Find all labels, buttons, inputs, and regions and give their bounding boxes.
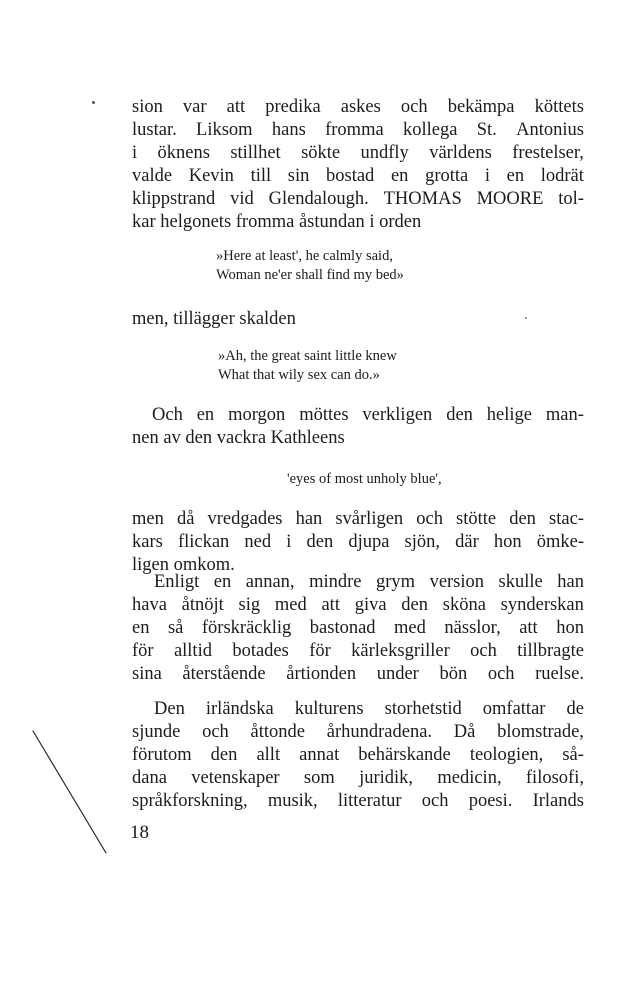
verse-1	[216, 247, 404, 285]
text-line: sjunde och åttonde århundradena. Då blomstrade,	[132, 722, 584, 742]
text-line: Enligt en annan, mindre grym version skulle han	[154, 572, 584, 592]
text-line: men, tillägger skalden	[132, 309, 296, 329]
text-line: sion var att predika askes och bekämpa köttets	[132, 97, 584, 117]
paragraph-4	[132, 571, 584, 686]
text-line: ligen omkom.	[132, 555, 235, 575]
paragraph-3	[132, 508, 584, 577]
verse-line: »Ah, the great saint little knew	[218, 348, 397, 364]
paragraph-2	[132, 404, 584, 450]
text-line: klippstrand vid Glendalough. THOMAS MOORE tol-	[132, 189, 584, 209]
text-line: kar helgonets fromma åstundan i orden	[132, 212, 422, 232]
text-line: valde Kevin till sin bostad en grotta i en lodrät	[132, 166, 584, 186]
text-line: hava åtnöjt sig med att giva den sköna synderskan	[132, 595, 584, 615]
verse-line: 'eyes of most unholy blue',	[287, 471, 442, 487]
line-between	[132, 308, 584, 331]
text-line: i öknens stillhet sökte undfly världens frestelser,	[132, 143, 584, 163]
text-line: Den irländska kulturens storhetstid omfattar de	[154, 699, 584, 719]
text-line: kars flickan ned i den djupa sjön, där hon ömke-	[132, 532, 584, 552]
speck-mark	[92, 101, 95, 104]
text-line: dana vetenskaper som juridik, medicin, filosofi,	[132, 768, 584, 788]
text-line: Och en morgon möttes verkligen den helige man-	[152, 405, 584, 425]
speck-mark	[525, 317, 527, 319]
verse-line: Woman ne'er shall find my bed»	[216, 267, 404, 283]
text-line: språkforskning, musik, litteratur och poesi. Irlands	[132, 791, 584, 811]
text-line: för alltid botades för kärleksgriller och tillbragte	[132, 641, 584, 661]
text-line: nen av den vackra Kathleens	[132, 428, 345, 448]
text-line: men då vredgades han svårligen och stötte den stac-	[132, 509, 584, 529]
text-line: lustar. Liksom hans fromma kollega St. Antonius	[132, 120, 584, 140]
text-line: en så förskräcklig bastonad med nässlor, att hon	[132, 618, 584, 638]
verse-line: What that wily sex can do.»	[218, 367, 380, 383]
text-line: förutom den allt annat behärskande teologien, så-	[132, 745, 584, 765]
text-line: sina återstående årtionden under bön och ruelse.	[132, 664, 584, 684]
page-number: 18	[130, 822, 149, 843]
paragraph-5	[132, 698, 584, 813]
paragraph-1	[132, 96, 584, 234]
verse-3	[287, 470, 442, 489]
verse-line: »Here at least', he calmly said,	[216, 248, 393, 264]
verse-2	[218, 347, 397, 385]
pencil-stroke-mark	[30, 725, 110, 865]
